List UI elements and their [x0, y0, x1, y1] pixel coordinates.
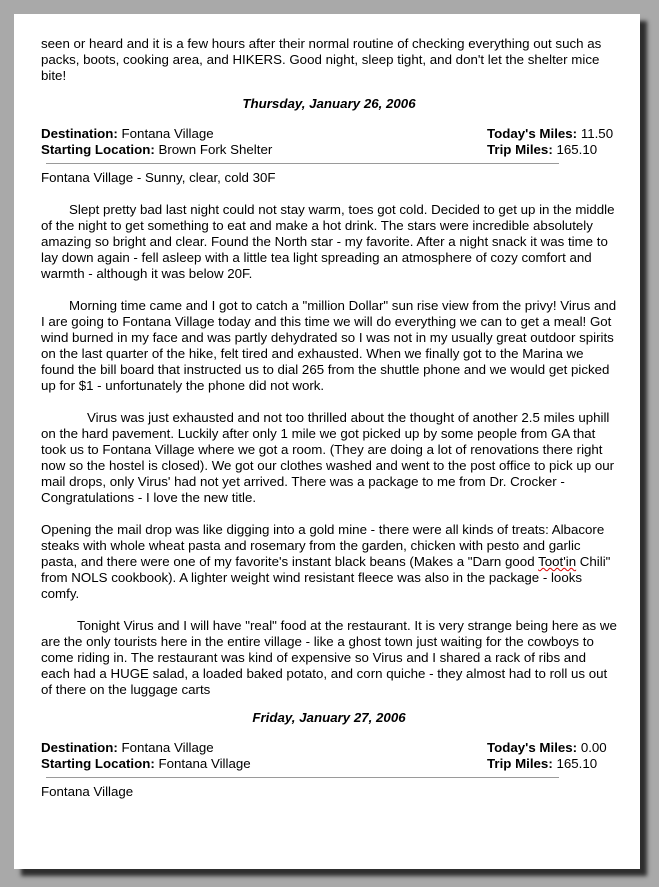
entry-info-row [41, 756, 617, 772]
divider-rule [46, 777, 559, 778]
body-paragraph: Opening the mail drop was like digging into a gold mine - there were all kinds of treats: Albacore steaks with whole wheat pasta and rosemary from the garden, chicken with pesto and garlic pasta, and there were one of my favorite's instant black beans (Makes a "Darn good Toot'in Chili" from NOLS cookbook). A lighter weight wind resistant fleece was also in the package - looks comfy. [41, 522, 611, 601]
starting-location-label: Starting Location: [41, 142, 155, 157]
destination-value: Fontana Village [121, 740, 214, 755]
todays-miles-label: Today's Miles: [487, 740, 578, 755]
body-paragraph: Slept pretty bad last night could not stay warm, toes got cold. Decided to get up in the middle of the night to get something to eat and make a hot drink. The stars were incredible absolutely amazing so bright and clear. Found the North star - my favorite. After a night snack it was time to lay down again - fell asleep with a little tea light spreading an atmosphere of cozy comfort and warmth - although it was below 20F. [41, 202, 615, 281]
trip-miles-label: Trip Miles: [487, 756, 553, 771]
trip-miles-label: Trip Miles: [487, 142, 553, 157]
todays-miles-value: 11.50 [580, 126, 614, 141]
body-paragraph: Virus was just exhausted and not too thrilled about the thought of another 2.5 miles uphill on the hard pavement. Luckily after only 1 mile we got picked up by some people from GA that took us to Fontana Village where we got a room. (They are doing a lot of renovations there right now so the hostel is closed). We got our clothes washed and went to the post office to pick up our mail drops, only Virus' had not yet arrived. There was a package to me from Dr. Crocker - Congratulations - I love the new title. [41, 410, 615, 505]
todays-miles-value: 0.00 [580, 740, 607, 755]
entry-date-heading: Friday, January 27, 2006 [252, 710, 406, 725]
destination-label: Destination: [41, 126, 118, 141]
entry-info-row [41, 142, 617, 158]
location-weather: Fontana Village - Sunny, clear, cold 30F [41, 170, 276, 185]
document-page [14, 14, 640, 869]
destination-value: Fontana Village [121, 126, 214, 141]
location-weather: Fontana Village [41, 784, 134, 799]
destination-label: Destination: [41, 740, 118, 755]
divider-rule [46, 163, 559, 164]
entry-info-row [41, 126, 617, 142]
entry-info-row [41, 740, 617, 756]
spellcheck-word: Toot'in [538, 554, 577, 569]
trip-miles-value: 165.10 [556, 756, 598, 771]
intro-paragraph: seen or heard and it is a few hours after their normal routine of checking everything out such as packs, boots, cooking area, and HIKERS. Good night, sleep tight, and don't let the shelter mice bite! [41, 36, 602, 83]
starting-location-value: Fontana Village [158, 756, 251, 771]
starting-location-label: Starting Location: [41, 756, 155, 771]
entry-date-heading: Thursday, January 26, 2006 [242, 96, 416, 111]
todays-miles-label: Today's Miles: [487, 126, 578, 141]
body-paragraph: Morning time came and I got to catch a "million Dollar" sun rise view from the privy! Virus and I are going to Fontana Village today and this time we will do everything we can to get a meal! Got wind burned in my face and was partly dehydrated so I was not in my usually great outdoor spirits on the last quarter of the hike, felt tired and exhausted. When we finally got to the Marina we found the bill board that instructed us to dial 265 from the shuttle phone and we would get picked up for $1 - unfortunately the phone did not work. [41, 298, 617, 393]
trip-miles-value: 165.10 [556, 142, 598, 157]
journal-content [41, 36, 617, 800]
starting-location-value: Brown Fork Shelter [158, 142, 273, 157]
body-paragraph: Tonight Virus and I will have "real" food at the restaurant. It is very strange being here as we are the only tourists here in the entire village - like a ghost town just waiting for the cowboys to come riding in. The restaurant was kind of expensive so Virus and I shared a rack of ribs and each had a HUGE salad, a loaded baked potato, and corn quiche - they almost had to roll us out of there on the luggage carts [41, 618, 617, 697]
